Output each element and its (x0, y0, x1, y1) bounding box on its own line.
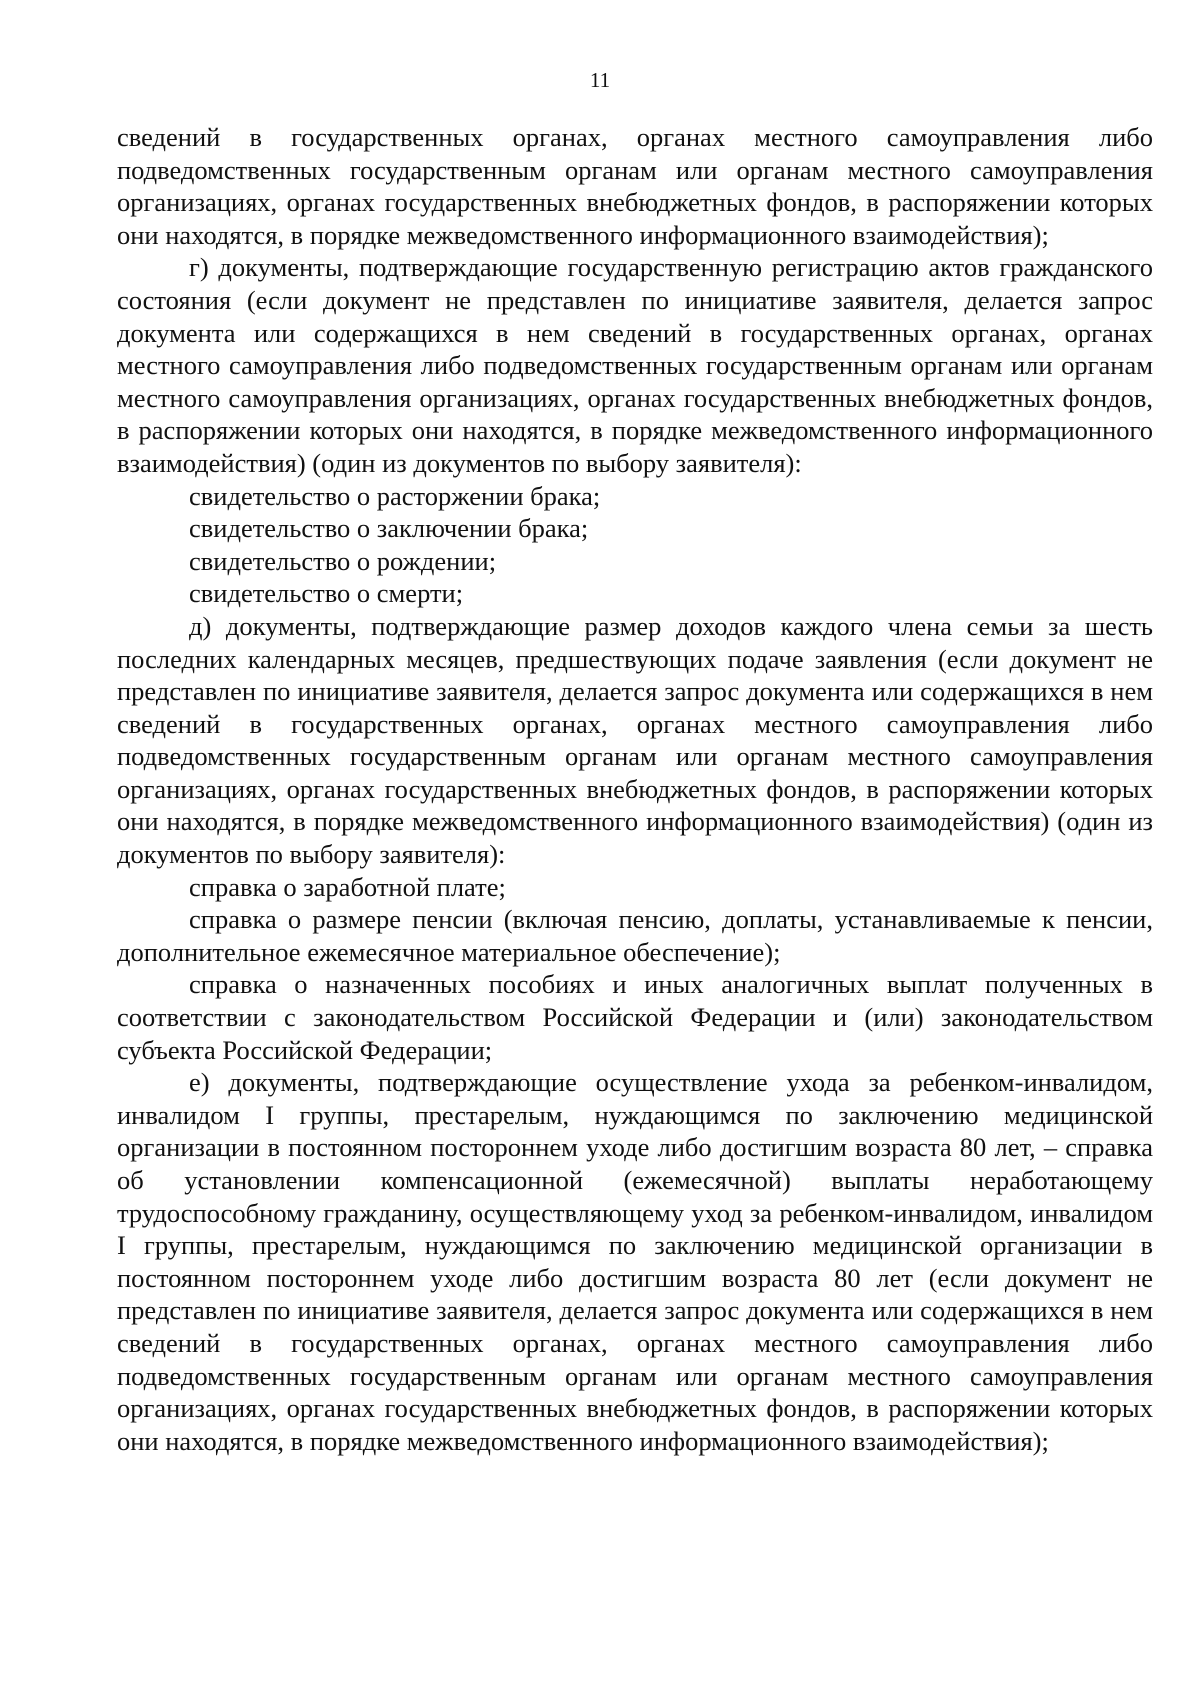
paragraph-e-care-documents: е) документы, подтверждающие осуществление ухода за ребенком-инвалидом, инвалидом I группы, престарелым, нуждающимся по заключению медицинской организации в постоянном постороннем уходе либо достигшим возраста 80 лет, – справка об установлении компенсационной (ежемесячной) выплаты неработающему трудоспособному гражданину, осуществляющему уход за ребенком-инвалидом, инвалидом I группы, престарелым, нуждающимся по заключению медицинской организации в постоянном постороннем уходе либо достигшим возраста 80 лет (если документ не представлен по инициативе заявителя, делается запрос документа или содержащихся в нем сведений в государственных органах, органах местного самоуправления либо подведомственных государственным органам или органам местного самоуправления организациях, органах государственных внебюджетных фондов, в распоряжении которых они находятся, в порядке межведомственного информационного взаимодействия); (117, 1067, 1153, 1456)
list-item: свидетельство о смерти; (189, 578, 464, 609)
paragraph-d-income-documents: д) документы, подтверждающие размер доходов каждого члена семьи за шесть последних календарных месяцев, предшествующих подаче заявления (если документ не представлен по инициативе заявителя, делается запрос документа или содержащихся в нем сведений в государственных органах, органах местного самоуправления либо подведомственных государственным органам или органам местного самоуправления организациях, органах государственных внебюджетных фондов, в распоряжении которых они находятся, в порядке межведомственного информационного взаимодействия) (один из документов по выбору заявителя): (117, 610, 1153, 870)
paragraph-g-civil-status-documents: г) документы, подтверждающие государственную регистрацию актов гражданского состояния (если документ не представлен по инициативе заявителя, делается запрос документа или содержащихся в нем сведений в государственных органах, органах местного самоуправления либо подведомственных государственным органам или органам местного самоуправления организациях, органах государственных внебюджетных фондов, в распоряжении которых они находятся, в порядке межведомственного информационного взаимодействия) (один из документов по выбору заявителя): (117, 252, 1153, 478)
page-number: 11 (589, 68, 611, 92)
paragraph: сведений в государственных органах, органах местного самоуправления либо подведомственных государственным органам или органам местного самоуправления организациях, органах государственных внебюджетных фондов, в распоряжении которых они находятся, в порядке межведомственного информационного взаимодействия); (117, 122, 1153, 250)
list-item: справка о назначенных пособиях и иных аналогичных выплат полученных в соответствии с законодательством Российской Федерации и (или) законодательством субъекта Российской Федерации; (117, 969, 1153, 1065)
list-item: справка о размере пенсии (включая пенсию, доплаты, устанавливаемые к пенсии, дополнительное ежемесячное материальное обеспечение); (117, 904, 1153, 967)
list-item: свидетельство о рождении; (189, 545, 497, 576)
list-item: справка о заработной плате; (189, 871, 506, 902)
list-item: свидетельство о расторжении брака; (189, 480, 601, 511)
list-item: свидетельство о заключении брака; (189, 513, 589, 544)
document-body (117, 121, 1153, 1457)
